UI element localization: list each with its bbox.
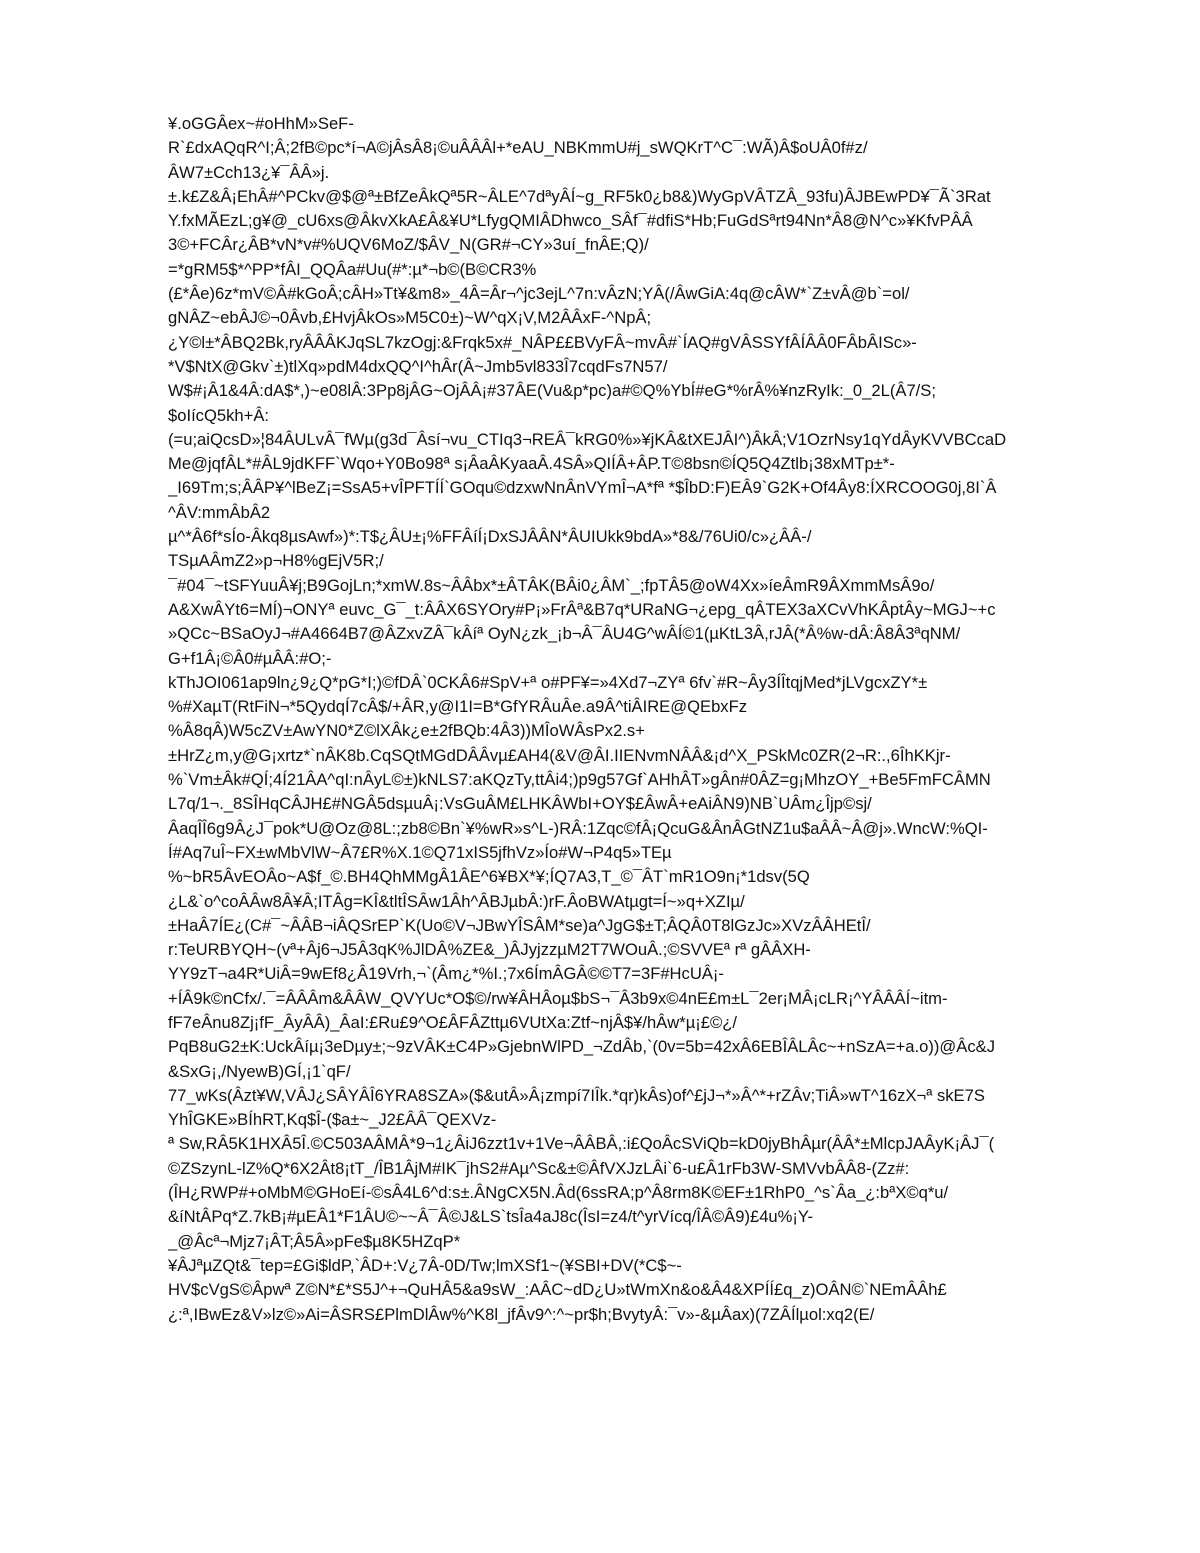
text-line: 77_wKs(Âzt¥W,VÂJ¿SÂYÂÎ6YRA8SZA»($&utÂ»Â¡zmpí7IÎk.*qr)kÂs)of^£jJ¬*»Â^*+rZÂv;TiÂ»wT^16zX¬ª skE7S: [168, 1085, 985, 1105]
text-line: (=u;aiQcsD»¦84ÂULvÂ¯fWµ(g3d¯Âsí¬vu_CTIq3¬REÂ¯kRG0%»¥jKÂ&tXEJÂI^)ÂkÂ;V1OzrNsy1qYdÂyKVVBCcaD: [168, 429, 1007, 449]
text-line: »QCc~BSaOyJ¬#A4664B7@ÂZxvZÂ¯kÂíª OyN¿zk_¡b¬Â¯ÂU4G^wÂÍ©1(µKtL3Â,rJÂ(*Â%w-dÂ:Â8Â3ªqNM/: [168, 624, 961, 644]
text-line: YY9zT¬a4R*UiÂ=9wEf8¿Â19Vrh,¬`(Âm¿*%I.;7x6ÍmÂGÂ©©T7=3F#HcUÂ¡-: [168, 964, 724, 984]
text-line: r:TeURBYQH~(vª+Âj6¬J5Â3qK%JlDÂ%ZE&_)ÂJyjzzµM2T7WOuÂ.;©SVVEª rª gÂÂXH-: [168, 940, 811, 960]
text-line: ±HrZ¿m,y@G¡xrtz*`nÂK8b.CqSQtMGdDÂÂvµ£AH4(&V@ÂI.IIENvmNÂÂ&¡d^X_PSkMc0ZR(2¬R:.,6ÎhKKjr-: [168, 745, 951, 765]
text-line: ¯#04¯~tSFYuuÂ¥j;B9GojLn;*xmW.8s~ÂÂbx*±ÂTÂK(BÂi0¿ÂM`_;fpTÂ5@oW4Xx»íeÂmR9ÂXmmMsÂ9o/: [168, 575, 935, 595]
text-line: HV$cVgS©Âpwª Z©N*£*S5J^+¬QuHÂ5&a9sW_:AÂC~dD¿U»tWmXn&o&Â4&XPÍÍ£q_z)OÂN©`NEmÂÂh£: [168, 1280, 947, 1300]
text-line: Me@jqfÂL*#ÂL9jdKFF`Wqo+Y0Bo98ª s¡ÂaÂKyaaÂ.4SÂ»QIÍÂ+ÂP.T©8bsn©ÍQ5Q4Ztlb¡38xMTp±*-: [168, 454, 895, 474]
text-line: fF7eÂnu8Zj¡fF_ÂyÂÂ)_ÂaI:£Ru£9^O£ÂFÂZttµ6VUtXa:Ztf~njÂ$¥/hÂw*µ¡£©¿/: [168, 1012, 737, 1032]
text-line: $oIícQ5kh+Â:: [168, 405, 270, 425]
text-line: µ^*Â6f*sÍo-Âkq8µsAwf»)*:T$¿ÂU±¡%FFÂíÍ¡DxSJÂÂN*ÂUIUkk9bdA»*8&/76Ui0/c»¿ÂÂ-/: [168, 527, 812, 547]
text-line: 3©+FCÂr¿ÂB*vN*v#%UQV6MoZ/$ÂV_N(GR#¬CY»3uí_fnÂE;Q)/: [168, 235, 649, 255]
text-line: ÂaqÎÎ6g9Â¿J¯pok*U@Oz@8L:;zb8©Bn`¥%wR»s^L-)RÂ:1Zqc©fÂ¡QcuG&ÂnÂGtNZ1u$aÂÂ~Â@j».WncW:%QI-: [168, 818, 988, 838]
text-line: W$#¡Â1&4Â:dA$*,)~e08lÂ:3Pp8jÂG~OjÂÂ¡#37ÂE(Vu&p*pc)a#©Q%YbÍ#eG*%rÂ%¥nzRyIk:_0_2L(Â7/S;: [168, 381, 936, 401]
text-line: Y.fxMÃEzL;g¥@_cU6xs@ÂkvXkA£Â&¥U*LfygQMIÂDhwco_SÂf¯#dfiS*Hb;FuGdSªrt94Nn*Â8@N^c»¥KfvPÂÂ: [168, 211, 973, 231]
text-line: ÂW7±Cch13¿¥¯ÂÂ»j.: [168, 162, 330, 182]
text-line: G+f1Â¡©Â0#µÂÂ:#O;-: [168, 648, 332, 668]
text-line: ±.k£Z&Â¡EhÂ#^PCkv@$@ª±BfZeÂkQª5R~ÂLE^7dªyÂÍ~g_RF5k0¿b8&)WyGpVÂTZÂ_93fu)ÂJBEwPD¥¯Ã`3Rat: [168, 186, 991, 206]
document-body: [168, 112, 1128, 1327]
text-line: %#XaµT(RtFiN¬*5QydqÍ7cÂ$/+ÂR,y@I1I=B*GfYRÂuÂe.a9Â^tiÂIRE@QEbxFz: [168, 697, 748, 717]
text-line: A&XwÂYt6=MÍ)¬ONYª euvc_G¯_t:ÂÂX6SYOry#P¡»FrÂª&B7q*URaNG¬¿epg_qÂTEX3aXCvVhKÂptÂy~MGJ~+c: [168, 599, 996, 619]
text-line: L7q/1¬._8SÎHqCÂJH£#NGÂ5dsµuÂ¡:VsGuÂM£LHKÂWbI+OY$£ÂwÂ+eAiÂN9)NB`UÂm¿Îjp©sj/: [168, 794, 872, 814]
text-line: +ÍÂ9k©nCfx/.¯=ÂÂÂm&ÂÂW_QVYUc*O$©/rw¥ÂHÂoµ$bS¬¯Â3b9x©4nE£m±L¯2er¡MÂ¡cLR¡^YÂÂÂÍ~itm-: [168, 988, 948, 1008]
text-line: ¿Y©l±*ÂBQ2Bk,ryÂÂÂKJqSL7kzOgj:&Frqk5x#_NÂP££BVyFÂ~mvÂ#`ÍAQ#gVÂSSYfÂÍÂÂ0FÂbÂISc»-: [168, 332, 917, 352]
text-line: %Â8qÂ)W5cZV±AwYN0*Z©lXÂk¿e±2fBQb:4Â3))MÎoWÂsPx2.s+: [168, 721, 645, 741]
text-line: Í#Aq7uÎ~FX±wMbVlW~Â7£R%X.1©Q71xIS5jfhVz»Ío#W¬P4q5»TEµ: [168, 842, 672, 862]
text-line: ª Sw,RÂ5K1HXÂ5Î.©C503AÂMÂ*9¬1¿ÂiJ6zzt1v+1Ve¬ÂÂBÂ,:i£QoÂcSViQb=kD0jyBhÂµr(ÂÂ*±MlcpJAÂyK¡ÂJ¯(: [168, 1134, 995, 1154]
text-line: ©ZSzynL-lZ%Q*6X2Ât8¡tT_/ÎB1ÂjM#IK¯jhS2#Aµ^Sc&±©ÂfVXJzLÂi`6-u£Â1rFb3W-SMVvbÂÂ8-(Zz#:: [168, 1158, 910, 1178]
text-line: YhÎGKE»BÍhRT,Kq$Î-($a±~_J2£ÂÂ¯QEXVz-: [168, 1110, 497, 1130]
text-line: kThJOI061ap9ln¿9¿Q*pG*I;)©fDÂ`0CKÂ6#SpV+ª o#PF¥=»4Xd7¬ZYª 6fv`#R~Ây3ÍÎtqjMed*jLVgcxZY*±: [168, 672, 928, 692]
text-line: ¥.oGGÂex~#oHhM»SeF-: [168, 114, 354, 133]
text-line: (ÎH¿RWP#+oMbM©GHoEí-©sÂ4L6^d:s±.ÂNgCX5N.Âd(6ssRA;p^Â8rm8K©EF±1RhP0_^s`Âa_¿:bªX©q*u/: [168, 1183, 949, 1203]
text-line: PqB8uG2±K:UckÂíµ¡3eDµy±;~9zVÂK±C4P»GjebnWlPD_¬ZdÂb,`(0v=5b=42xÂ6EBÎÂLÂc~+nSzA=+a.o))@Âc&J: [168, 1037, 995, 1057]
text-line: %`Vm±Âk#QÍ;4Í21ÂA^qI:nÂyL©±)kNLS7:aKQzTy,ttÂi4;)p9g57Gf`AHhÂT»gÂn#0ÂZ=g¡MhzOY_+Be5FmFCÂMN: [168, 770, 991, 790]
text-line: =*gRM5$*^PP*fÂI_QQÂa#Uu(#*:µ*¬b©(B©CR3%: [168, 259, 537, 279]
text-line: (£*Âe)6z*mV©Â#kGoÂ;cÂH»Tt¥&m8»_4Â=Âr¬^jc3ejL^7n:vÂzN;YÂ(/ÂwGiA:4q@cÂW*`Z±vÂ@b`=ol/: [168, 284, 910, 304]
text-line: ±HaÂ7ÍE¿(C#¯~ÂÂB¬iÂQSrEP`K(Uo©V¬JBwYÎSÂM*se)a^JgG$±T;ÂQÂ0T8lGzJc»XVzÂÂHEtÎ/: [168, 915, 871, 935]
text-line: gNÂZ~ebÂJ©¬0Âvb,£HvjÂkOs»M5C0±)~W^qX¡V,M2ÂÂxF-^NpÂ;: [168, 308, 652, 328]
text-line: &íNtÂPq*Z.7kB¡#µEÂ1*F1ÂU©~~Â¯Â©J&LS`tsÎa4aJ8c(ÎsI=z4/t^yrVícq/ÎÂ©Â9)£4u%¡Y-: [168, 1207, 814, 1227]
text-line: %~bR5ÂvEOÂo~A$f_©.BH4QhMMgÂ1ÂE^6¥BX*¥;ÍQ7A3,T_©¯ÂT`mR1O9n¡*1dsv(5Q: [168, 867, 810, 887]
text-line: _I69Tm;s;ÂÂP¥^lBeZ¡=SsA5+vÎPFTÍÍ`GOqu©dzxwNnÂnVYmÎ¬A*fª *$ÎbD:F)EÂ9`G2K+Of4Ây8:ÍXRCOOG0j,8I`Â: [168, 478, 997, 498]
text-line: R`£dxAQqR^I;Â;2fB©pc*í¬A©jÂsÂ8¡©uÂÂÂl+*eAU_NBKmmU#j_sWQKrT^C¯:WÃ)Â$oUÂ0f#z/: [168, 138, 868, 158]
text-line: TSµAÂmZ2»p¬H8%gEjV5R;/: [168, 551, 384, 571]
text-line: ¿L&`o^coÂÂw8Â¥Â;ITÂg=KÎ&tltÎSÂw1Âh^ÂBJµbÂ:)rF.ÂoBWAtµgt=Í~»q+XZIµ/: [168, 891, 745, 911]
text-line: ^ÂV:mmÂbÂ2: [168, 502, 271, 522]
text-line: _@Âcª¬Mjz7¡ÂT;Â5Â»pFe$µ8K5HZqP*: [168, 1231, 461, 1251]
text-line: ¥ÂJªµZQt&¯tep=£Gi$ldP,`ÂD+:V¿7Â-0D/Tw;lmXSf1~(¥SBI+DV(*C$~-: [168, 1255, 682, 1275]
text-line: &SxG¡,/NyewB)GÍ,¡1`qF/: [168, 1061, 351, 1081]
text-line: ¿:ª,IBwEz&V»lz©»Ai=ÂSRS£PlmDlÂw%^K8l_jfÂv9^:^~pr$h;BvytyÂ:¯v»-&µÂax)(7ZÂÍlµol:xq2(E/: [168, 1304, 875, 1324]
text-line: *V$NtX@Gkv`±)tlXq»pdM4dxQQ^I^hÂr(Â~Jmb5vl833Î7cqdFs7N57/: [168, 356, 668, 376]
